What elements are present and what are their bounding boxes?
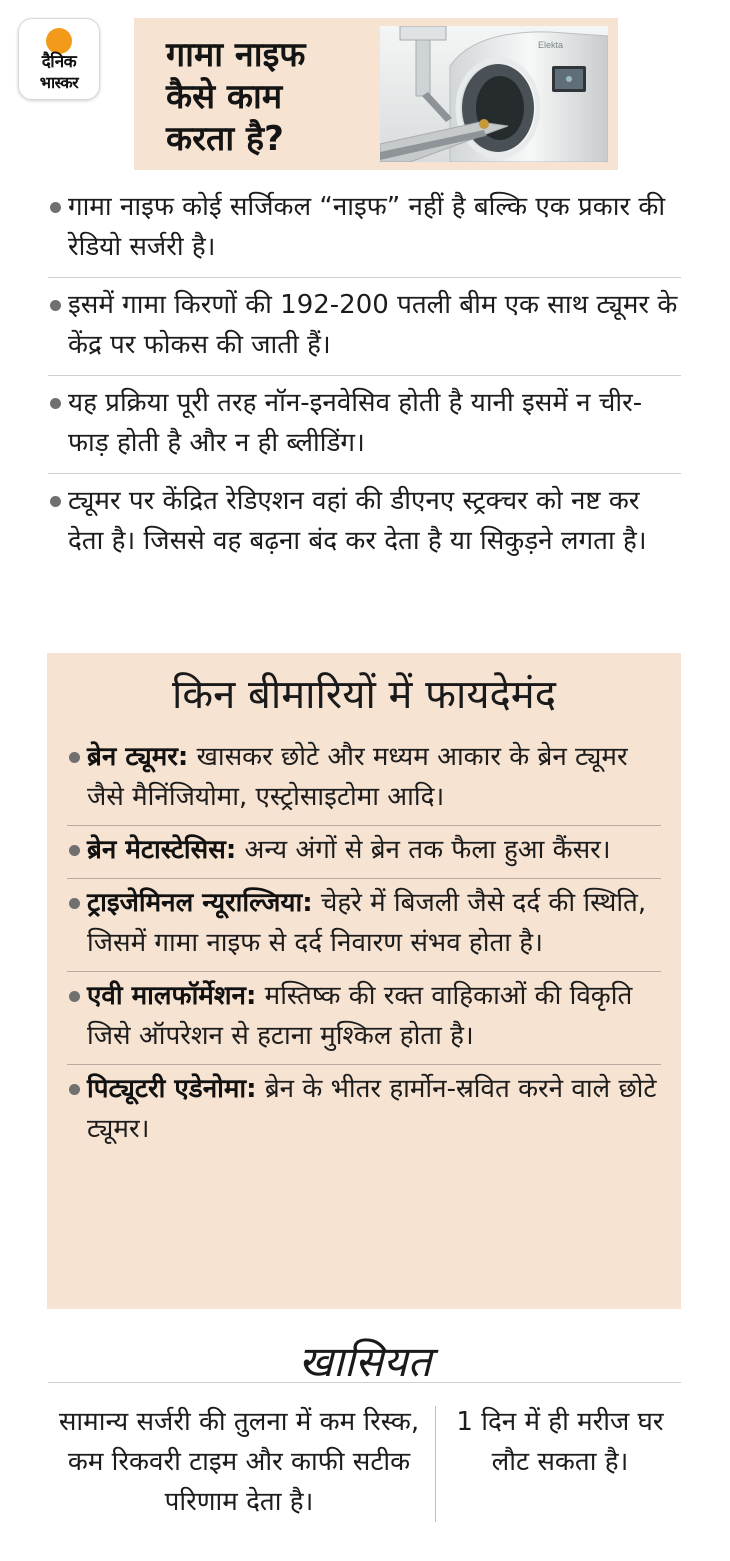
title-line-2: कैसे काम <box>166 77 283 117</box>
disease-description: ब्रेन के भीतर हार्मोन-स्रवित करने वाले छोटे ट्यूमर। <box>87 1074 657 1144</box>
gamma-knife-machine-image <box>380 26 608 162</box>
logo-line-1: दैनिक <box>41 52 77 72</box>
machine-illustration <box>380 26 608 162</box>
features-column-divider <box>435 1406 436 1522</box>
diseases-title: किन बीमारियों में फायदेमंद <box>172 672 556 718</box>
disease-name: पिट्यूटरी एडेनोमा: <box>87 1074 257 1104</box>
features-title: खासियत <box>298 1337 432 1386</box>
list-item <box>48 474 681 571</box>
list-item-text: ट्यूमर पर केंद्रित रेडिएशन वहां की डीएनए स्ट्रक्चर को नष्ट कर देता है। जिससे वह बढ़ना बंद कर देता है या सिकुड़ने लगता है। <box>68 486 647 556</box>
bullet-icon <box>50 496 61 507</box>
bullet-icon <box>69 1084 80 1095</box>
disease-description: अन्य अंगों से ब्रेन तक फैला हुआ कैंसर। <box>236 835 611 865</box>
machine-brand-label: Elekta <box>538 40 564 50</box>
bullet-icon <box>69 752 80 763</box>
disease-name: ट्राइजेमिनल न्यूराल्जिया: <box>87 888 313 918</box>
dainik-bhaskar-logo <box>18 18 100 100</box>
list-item <box>48 278 681 376</box>
diseases-panel <box>47 653 681 1309</box>
bullet-icon <box>69 845 80 856</box>
disease-name: ब्रेन ट्यूमर: <box>87 742 189 772</box>
bullet-icon <box>69 991 80 1002</box>
feature-left-text: सामान्य सर्जरी की तुलना में कम रिस्क, कम रिकवरी टाइम और काफी सटीक परिणाम देता है। <box>58 1407 420 1517</box>
feature-right-text: 1 दिन में ही मरीज घर लौट सकता है। <box>456 1407 664 1477</box>
diseases-list <box>67 733 661 1157</box>
bullet-icon <box>50 300 61 311</box>
disease-item <box>67 733 661 826</box>
disease-item <box>67 1065 661 1157</box>
disease-item <box>67 826 661 879</box>
list-item-text: इसमें गामा किरणों की 192-200 पतली बीम एक साथ ट्यूमर के केंद्र पर फोकस की जाती हैं। <box>68 290 678 360</box>
features-divider-line <box>48 1382 681 1383</box>
disease-description: मस्तिष्क की रक्त वाहिकाओं की विकृति जिसे ऑपरेशन से हटाना मुश्किल होता है। <box>87 981 633 1051</box>
bullet-icon <box>50 398 61 409</box>
disease-description: खासकर छोटे और मध्यम आकार के ब्रेन ट्यूमर जैसे मैनिंजियोमा, एस्ट्रोसाइटोमा आदि। <box>87 742 628 812</box>
list-item-text: यह प्रक्रिया पूरी तरह नॉन-इनवेसिव होती है यानी इसमें न चीर-फाड़ होती है और न ही ब्लीडिंग। <box>68 388 643 458</box>
bullet-icon <box>69 898 80 909</box>
disease-item <box>67 972 661 1065</box>
list-item-text: गामा नाइफ कोई सर्जिकल “नाइफ” नहीं है बल्कि एक प्रकार की रेडियो सर्जरी है। <box>68 192 666 262</box>
title-line-1: गामा नाइफ <box>166 35 306 75</box>
title-line-3: करता है? <box>166 119 284 159</box>
how-it-works-list <box>48 180 681 571</box>
disease-item <box>67 879 661 972</box>
page-title <box>166 34 366 160</box>
disease-description: चेहरे में बिजली जैसे दर्द की स्थिति, जिसमें गामा नाइफ से दर्द निवारण संभव होता है। <box>87 888 647 958</box>
disease-name: ब्रेन मेटास्टेसिस: <box>87 835 237 865</box>
list-item <box>48 376 681 474</box>
list-item <box>48 180 681 278</box>
logo-line-2: भास्कर <box>39 73 79 92</box>
bullet-icon <box>50 202 61 213</box>
disease-name: एवी मालफॉर्मेशन: <box>87 981 257 1011</box>
